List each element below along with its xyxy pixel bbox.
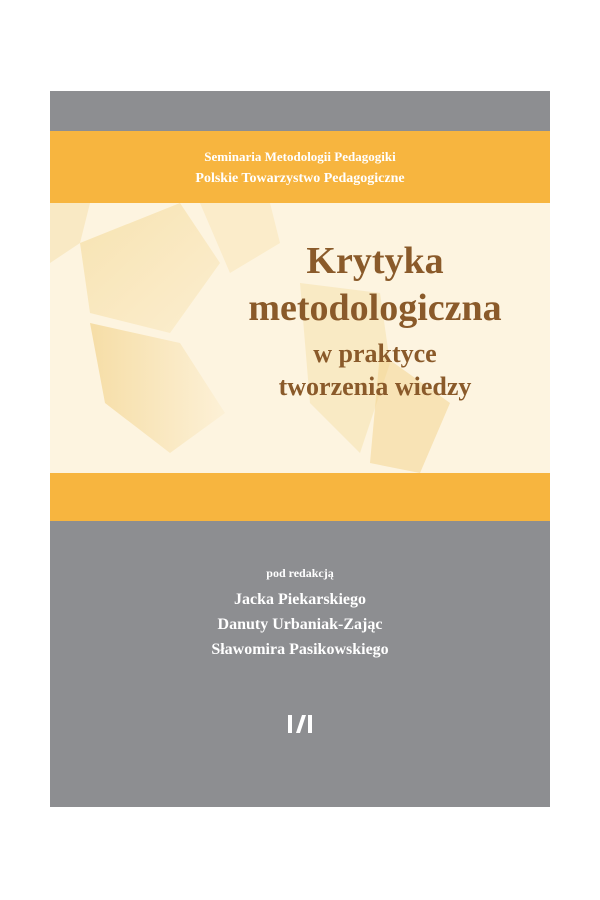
editor-name: Jacka Piekarskiego [234,591,366,608]
title-line-1: Krytyka [306,240,444,282]
book-cover [50,91,550,807]
bottom-orange-band [50,473,550,521]
editors-label: pod redakcją [266,566,334,580]
editor-name: Danuty Urbaniak-Zając [217,616,383,633]
publisher-logo-icon [286,713,314,735]
series-name: Seminaria Metodologii Pedagogiki [204,149,396,164]
title-line-3: w praktyce [313,339,437,368]
title-line-4: tworzenia wiedzy [278,372,472,401]
editor-name: Sławomira Pasikowskiego [211,641,389,658]
society-name: Polskie Towarzystwo Pedagogiczne [195,171,405,186]
top-orange-band [50,131,550,203]
title-line-2: metodologiczna [248,287,502,329]
